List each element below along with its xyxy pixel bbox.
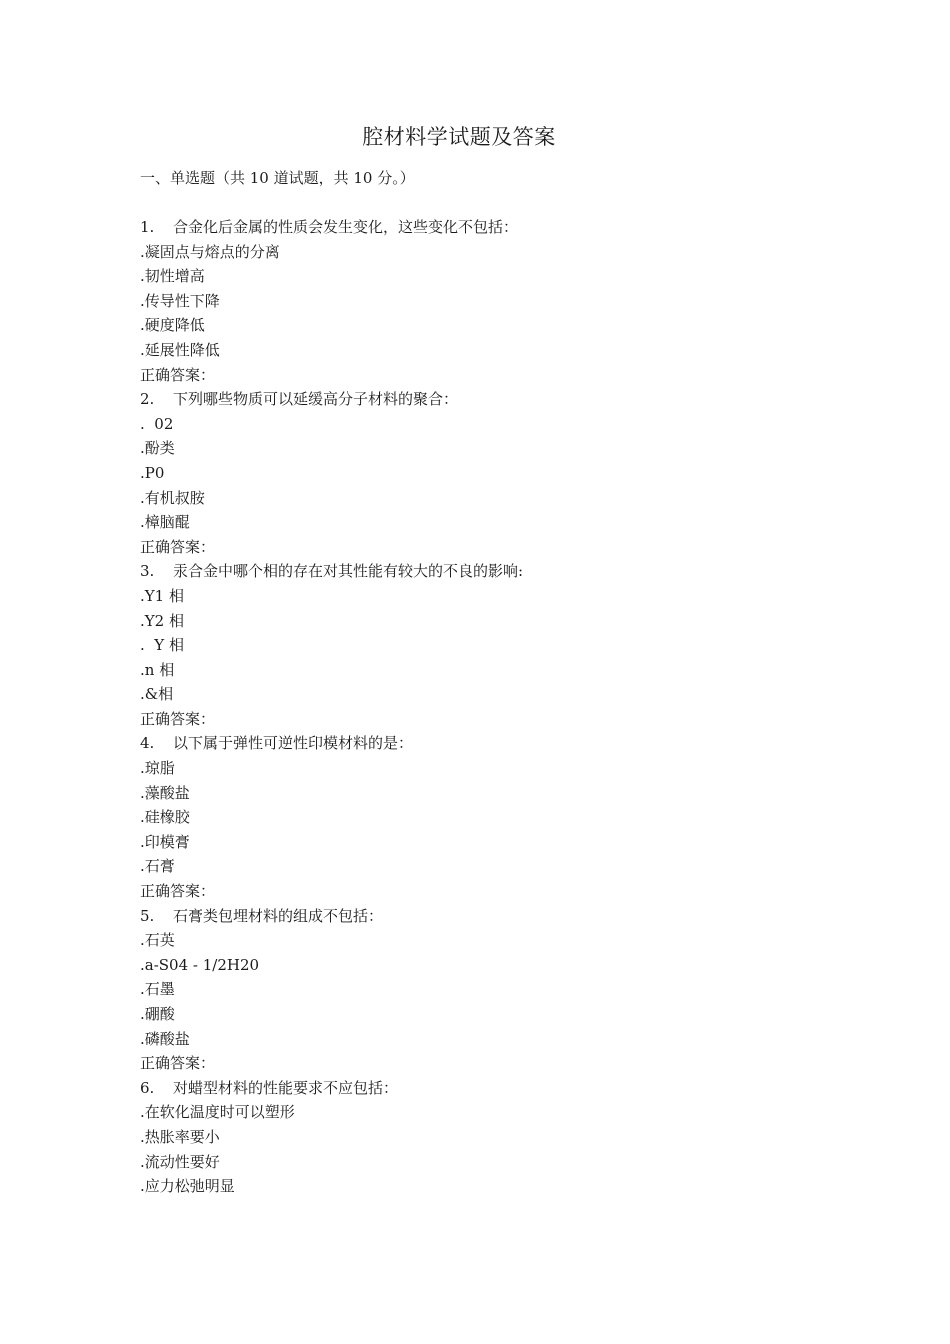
option: .应力松弛明显 <box>140 1177 235 1196</box>
option: .石墨 <box>140 980 175 999</box>
question-text: 石膏类包埋材料的组成不包括： <box>173 906 384 925</box>
option: .硬度降低 <box>140 316 205 335</box>
question-5 <box>140 904 840 929</box>
question-4 <box>140 731 840 756</box>
question-6 <box>140 1076 840 1101</box>
option: .a-S04 - 1/2H20 <box>140 955 260 974</box>
option: .在软化温度时可以塑形 <box>140 1103 295 1122</box>
option: .热胀率要小 <box>140 1127 220 1146</box>
option: .石英 <box>140 931 175 950</box>
option: .延展性降低 <box>140 340 220 359</box>
question-text: 以下属于弹性可逆性印模材料的是： <box>173 734 414 753</box>
option: . Y 相 <box>140 636 184 655</box>
option: . 02 <box>140 414 174 433</box>
option: .n 相 <box>140 660 175 679</box>
document-title: 腔材料学试题及答案 <box>362 125 556 149</box>
option: .磷酸盐 <box>140 1029 190 1048</box>
option: .有机叔胺 <box>140 488 205 507</box>
option: .藻酸盐 <box>140 783 190 802</box>
question-number: 4. <box>140 734 155 753</box>
answer-label: 正确答案： <box>140 365 216 384</box>
answer-label: 正确答案： <box>140 1054 216 1073</box>
option: .韧性增高 <box>140 267 205 286</box>
section-heading: 一、单选题（共 10 道试题，共 10 分。） <box>140 169 415 187</box>
question-number: 2. <box>140 390 155 409</box>
option: .硅橡胶 <box>140 808 190 827</box>
question-3 <box>140 559 840 584</box>
question-list <box>140 215 840 1199</box>
option: .Y1 相 <box>140 586 184 605</box>
answer-label: 正确答案： <box>140 882 216 901</box>
question-number: 1. <box>140 218 155 236</box>
option: .P0 <box>140 463 165 482</box>
question-2 <box>140 387 840 412</box>
question-number: 6. <box>140 1078 155 1097</box>
option: .石膏 <box>140 857 175 876</box>
question-text: 下列哪些物质可以延缓高分子材料的聚合： <box>173 390 459 409</box>
question-1 <box>140 215 840 240</box>
question-text: 汞合金中哪个相的存在对其性能有较大的不良的影响: <box>173 562 524 581</box>
option: .传导性下降 <box>140 291 220 310</box>
option: .硼酸 <box>140 1005 175 1023</box>
option: .印模膏 <box>140 832 190 851</box>
option: .凝固点与熔点的分离 <box>140 242 280 261</box>
option: .流动性要好 <box>140 1152 220 1171</box>
option: .樟脑醌 <box>140 513 190 532</box>
option: .&相 <box>140 685 174 704</box>
answer-label: 正确答案： <box>140 709 216 728</box>
question-number: 3. <box>140 562 155 581</box>
option: .Y2 相 <box>140 611 184 630</box>
question-text: 合金化后金属的性质会发生变化，这些变化不包括： <box>173 218 519 236</box>
question-number: 5. <box>140 906 155 925</box>
option: .酚类 <box>140 439 175 458</box>
answer-label: 正确答案： <box>140 537 216 556</box>
question-text: 对蜡型材料的性能要求不应包括： <box>173 1078 399 1097</box>
option: .琼脂 <box>140 759 175 778</box>
